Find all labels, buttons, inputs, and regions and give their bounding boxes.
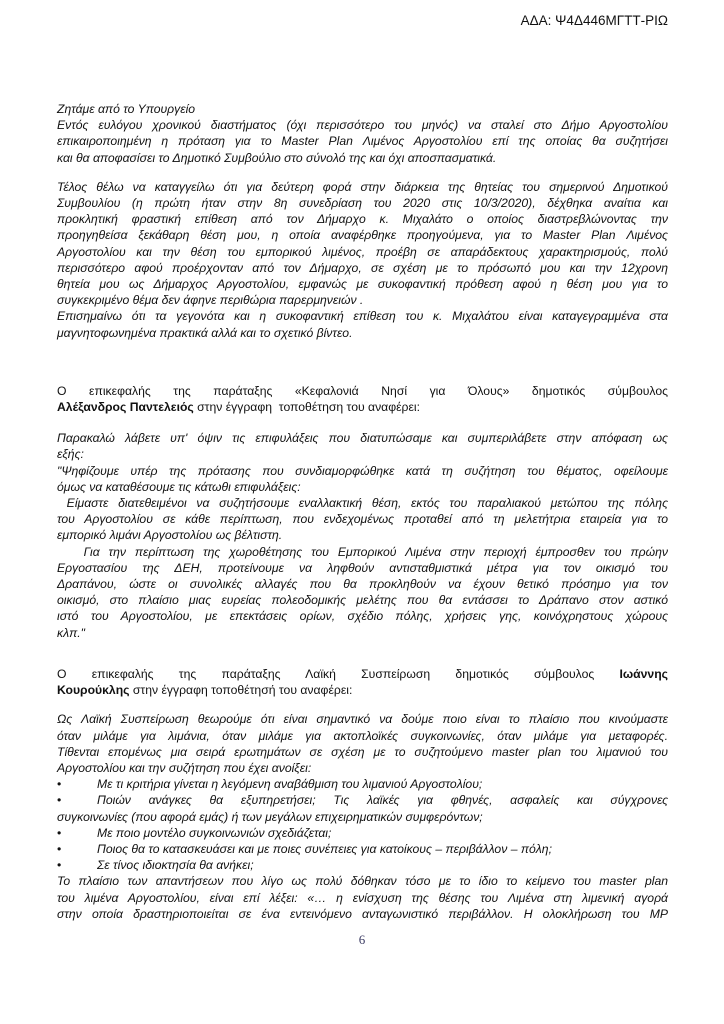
body-text: Είμαστε διατεθειμένοι να συζητήσουμε εναλλακτική θέση, εκτός του παραλιακού μετώπου της πόλης bbox=[57, 496, 668, 511]
panteleios-statement bbox=[57, 430, 668, 641]
text-line bbox=[57, 760, 668, 776]
bullet-icon: • bbox=[57, 825, 62, 840]
body-text: του λιμένα Αργοστολίου, είναι επί λέξει: «… η ενίσχυση της θέσης του Λιμένα στη λιμενική αγορά bbox=[57, 890, 668, 905]
body-text: μαγνητοφωνημένα πρακτικά αλλά και το σχετικό βίντεο. bbox=[57, 325, 353, 340]
text-line bbox=[57, 576, 668, 592]
text-line bbox=[57, 544, 668, 560]
ada-code-label: ΑΔΑ: Ψ4Δ446ΜΓΤΤ-ΡΙΩ bbox=[520, 13, 668, 28]
page-number: 6 bbox=[358, 932, 366, 947]
text-line bbox=[57, 227, 668, 243]
body-text: του Αργοστολίου σε κάθε περίπτωση, που ενδεχομένως προταθεί από τη μελετήτρια εταιρεία για το bbox=[57, 512, 668, 527]
body-text: Με ποιο μοντέλο συγκοινωνιών σχεδιάζεται; bbox=[97, 825, 332, 840]
body-text: "Ψηφίζουμε υπέρ της πρότασης που συνδιαμορφώθηκε κατά τη συζήτηση του θέματος, οφείλουμε bbox=[57, 463, 668, 478]
body-text: όμως να καταθέσουμε τις κάτωθι επιφυλάξεις: bbox=[57, 479, 301, 494]
bullet-icon: • bbox=[57, 858, 62, 873]
body-text: Εργοστασίου της ΔΕΗ, προτείνουμε να ληφθούν αντισταθμιστικά μέτρα για τον οικισμό του bbox=[57, 560, 668, 575]
kourouklis-statement bbox=[57, 711, 668, 922]
text-line bbox=[57, 446, 668, 462]
body-text: οικισμό, στο πλαίσιο μιας ευρείας πολεοδομικής μελέτης που θα εντάσσει το Δράπανο στον αστικό bbox=[57, 593, 668, 608]
text-line bbox=[57, 744, 668, 760]
body-text: Ως Λαϊκή Συσπείρωση θεωρούμε ότι είναι σημαντικό να δούμε ποιο είναι το πλαίσιο που κινούμαστε bbox=[57, 712, 668, 727]
text-line bbox=[57, 101, 668, 117]
bold-name-text: Ιωάννης bbox=[619, 666, 668, 681]
body-text: προκλητική φραστική επίθεση από τον Δήμαρχο κ. Μιχαλάτο ο οποίος διαστρεβλώνοντας την bbox=[57, 212, 668, 227]
body-text: Συμβουλίου (η πρώτη ήταν στην 8η συνεδρίαση του 2020 στις 10/3/2020), δέχθηκα αναίτια και bbox=[57, 196, 668, 211]
body-text: Με τι κριτήρια γίνεται η λεγόμενη αναβάθμιση του λιμανιού Αργοστολίου; bbox=[97, 777, 483, 792]
complaint-paragraph bbox=[57, 179, 668, 341]
body-text: επικαιροποιημένη η πρόταση για το Master Plan Λιμένος Αργοστολίου επί της οποίας θα συζητήσει bbox=[57, 134, 668, 149]
body-text: Εντός ευλόγου χρονικού διαστήματος (όχι περισσότερο του μηνός) να σταλεί στο Δήμο Αργοστολίου bbox=[57, 118, 668, 133]
text-line bbox=[57, 117, 668, 133]
text-line bbox=[57, 890, 668, 906]
kourouklis-heading bbox=[57, 666, 668, 698]
body-text: κλπ." bbox=[57, 625, 85, 640]
text-line bbox=[57, 211, 668, 227]
bold-name-text: Αλέξανδρος Παντελειός bbox=[57, 400, 194, 415]
body-text: Τίθενται επομένως μια σειρά ερωτημάτων σε σχέση με το συζητούμενο master plan του λιμανιού του bbox=[57, 744, 668, 759]
bullet-icon: • bbox=[57, 793, 62, 808]
text-line bbox=[57, 608, 668, 624]
text-line bbox=[57, 195, 668, 211]
body-text: και θα αποφασίσει το Δημοτικό Συμβούλιο στο σύνολό της και όχι αποσπασματικά. bbox=[57, 150, 497, 165]
bullet-icon: • bbox=[57, 841, 62, 856]
body-text: Το πλαίσιο των απαντήσεων που λίγο ως πολύ δόθηκαν τόσο με το ίδιο το κείμενο του master plan bbox=[57, 874, 668, 889]
body-text: Αργοστολίου και την συζήτηση που έχει ανοίξει: bbox=[57, 760, 312, 775]
text-line bbox=[57, 430, 668, 446]
body-text: Παρακαλώ λάβετε υπ' όψιν τις επιφυλάξεις που διατυπώσαμε και συμπεριλάβετε στην απόφαση ως bbox=[57, 431, 668, 446]
body-text: όταν μιλάμε για λιμάνια, όταν μιλάμε για ακτοπλοϊκές συγκοινωνίες, όταν μιλάμε για μεταφορές. bbox=[57, 728, 668, 743]
body-text: Σε τίνος ιδιοκτησία θα ανήκει; bbox=[97, 858, 254, 873]
text-line bbox=[57, 711, 668, 727]
body-text: προηγηθείσα ξεκάθαρη θέση μου, η οποία αναφέρθηκε προηγούμενα, για το Master Plan Λιμένος bbox=[57, 228, 668, 243]
intro-request-paragraph bbox=[57, 101, 668, 166]
text-line bbox=[57, 906, 668, 922]
text-line bbox=[57, 682, 668, 698]
text-line bbox=[57, 666, 668, 682]
text-line bbox=[57, 809, 668, 825]
text-line bbox=[57, 728, 668, 744]
text-line bbox=[57, 276, 668, 292]
body-text: Ποιος θα το κατασκευάσει και με ποιες συνέπειες για κατοίκους – περιβάλλον – πόλη; bbox=[97, 841, 552, 856]
body-text: συγκεκριμένο θέμα δεν άφηνε περιθώρια παρερμηνειών . bbox=[57, 293, 364, 308]
text-line bbox=[57, 857, 668, 873]
body-text: στην έγγραφη τοποθέτησή του αναφέρει: bbox=[129, 683, 353, 698]
panteleios-heading bbox=[57, 383, 668, 415]
body-text: Επισημαίνω ότι τα γεγονότα και η συκοφαντική επίθεση του κ. Μιχαλάτου είναι καταγεγραμμένα στα bbox=[57, 309, 668, 324]
text-line bbox=[57, 244, 668, 260]
text-line bbox=[57, 841, 668, 857]
text-line bbox=[57, 495, 668, 511]
text-line bbox=[57, 260, 668, 276]
text-line bbox=[57, 776, 668, 792]
text-line bbox=[57, 825, 668, 841]
body-text: Δραπάνου, ώστε οι συνολικές αλλαγές που θα προκληθούν να έχουν θετικό πρόσημο για τον bbox=[57, 577, 668, 592]
body-text: Ο επικεφαλής της παράταξης Λαϊκή Συσπείρωση δημοτικός σύμβουλος bbox=[57, 666, 620, 681]
body-text: Τέλος θέλω να καταγγείλω ότι για δεύτερη φορά στην διάρκεια της θητείας του σημερινού Δημοτικού bbox=[57, 179, 668, 194]
body-text: Για την περίπτωση της χωροθέτησης του Εμπορικού Λιμένα στην περιοχή έμπροσθεν του πρώην bbox=[57, 544, 668, 559]
body-text: στην έγγραφη τοποθέτηση του αναφέρει: bbox=[193, 400, 421, 415]
text-line bbox=[57, 527, 668, 543]
body-text: συγκοινωνίες (που αφορά εμάς) ή των μεγάλων επιχειρηματικών συμφερόντων; bbox=[57, 809, 483, 824]
text-line bbox=[57, 873, 668, 889]
text-line bbox=[57, 592, 668, 608]
text-line bbox=[57, 625, 668, 641]
body-text: θητεία μου ως Δήμαρχος Αργοστολίου, εμφανώς με συκοφαντική πρόθεση αφού η θέση μου για το bbox=[57, 277, 668, 292]
body-text: εξής: bbox=[57, 447, 84, 462]
text-line bbox=[57, 479, 668, 495]
text-line bbox=[57, 292, 668, 308]
body-text: Ζητάμε από το Υπουργείο bbox=[57, 102, 196, 116]
body-text: στην οποία δραστηριοποιείται σε ένα εντεινόμενο ανταγωνιστικό περιβάλλον. Η ολοκλήρωση του MP bbox=[57, 906, 668, 921]
body-text: εμπορικό λιμάνι Αργοστολίου ως βέλτιστη. bbox=[57, 528, 283, 543]
text-line bbox=[57, 308, 668, 324]
text-line bbox=[57, 133, 668, 149]
body-text: Ποιών ανάγκες θα εξυπηρετήσει; Τις λαϊκές για φθηνές, ασφαλείς και σύγχρονες bbox=[97, 793, 668, 808]
text-line bbox=[57, 399, 668, 415]
body-text: Ο επικεφαλής της παράταξης «Κεφαλονιά Νησί για Όλους» δημοτικός σύμβουλος bbox=[57, 383, 668, 398]
body-text: ιστό του Αργοστολίου, με επεκτάσεις ορίων, σχέδιο πόλης, χρήσεις γης, κοινόχρηστους χώρους bbox=[57, 609, 668, 624]
body-text: Αργοστολίου και την θέση του εμπορικού λιμένος, προέβη σε απαράδεκτους χαρακτηρισμούς, πολύ bbox=[57, 244, 668, 259]
text-line bbox=[57, 511, 668, 527]
text-line bbox=[57, 792, 668, 808]
bullet-icon: • bbox=[57, 777, 62, 792]
text-line bbox=[57, 325, 668, 341]
text-line bbox=[57, 383, 668, 399]
body-text: περισσότερο αφού προέρχονταν από τον Δήμαρχο, σε σχέση με το πρόσωπό μου και την 12χρονη bbox=[57, 260, 668, 275]
document-body bbox=[57, 101, 668, 922]
text-line bbox=[57, 150, 668, 166]
text-line bbox=[57, 463, 668, 479]
text-line bbox=[57, 179, 668, 195]
bold-name-text: Κουρούκλης bbox=[57, 683, 130, 698]
text-line bbox=[57, 560, 668, 576]
